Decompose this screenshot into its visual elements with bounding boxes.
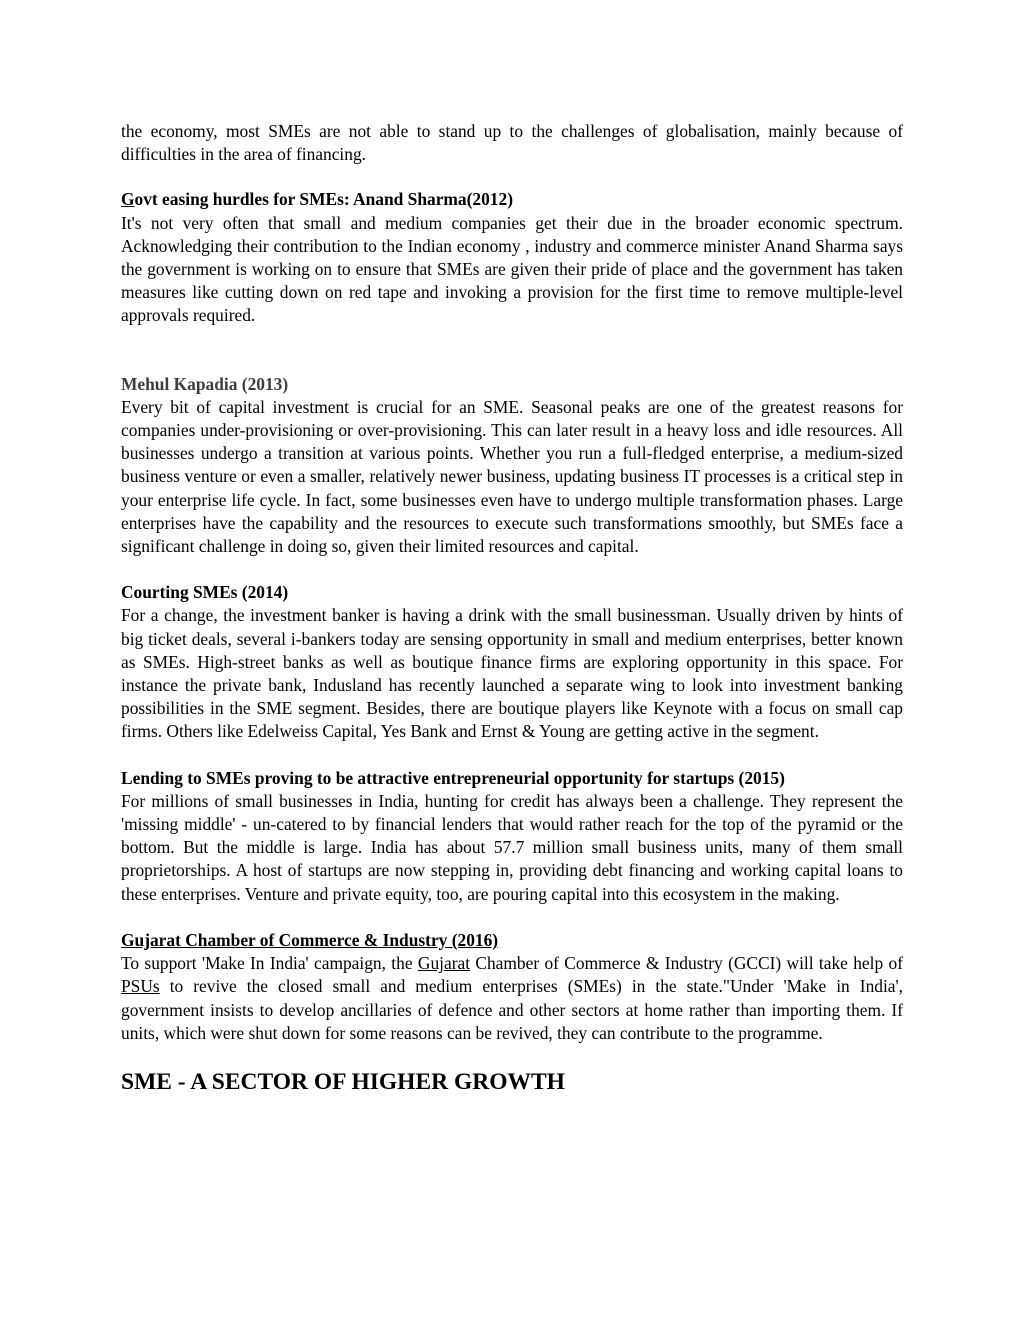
section-lending	[121, 767, 903, 906]
heading-initial: G	[121, 189, 135, 210]
section-heading: Mehul Kapadia (2013)	[121, 373, 289, 394]
section-heading: Courting SMEs (2014)	[121, 582, 289, 603]
section-gcci	[121, 929, 903, 1045]
section-kapadia	[121, 373, 903, 559]
section-title: SME - A SECTOR OF HIGHER GROWTH	[121, 1068, 565, 1095]
section-body: For a change, the investment banker is having a drink with the small businessman. Usually driven by hints of big ticket deals, several i-bankers today are sensing opportunity in small and medium enterprises, better known as SMEs. High-street banks as well as boutique finance firms are exploring opportunity in this space. For instance the private bank, Indusland has recently launched a separate wing to look into investment banking possibilities in the SME segment. Besides, there are boutique players like Keynote with a focus on small cap firms. Others like Edelweiss Capital, Yes Bank and Ernst & Young are getting active in the segment.	[121, 605, 903, 742]
section-sharma	[121, 188, 903, 327]
document-page	[121, 120, 903, 1096]
body-text: to revive the closed small and medium enterprises (SMEs) in the state."Under 'Make in India', government insists to develop ancillaries of defence and other sectors at home rather than importing them. If units, which were shut down for some reasons can be revived, they can contribute to the programme.	[121, 976, 903, 1043]
section-heading: Gujarat Chamber of Commerce & Industry (2016)	[121, 929, 499, 950]
section-body: It's not very often that small and medium companies get their due in the broader economic spectrum. Acknowledging their contribution to the Indian economy , industry and commerce minister Anand Sharma says the government is working on to ensure that SMEs are given their pride of place and the government has taken measures like cutting down on red tape and invoking a provision for the first time to remove multiple-level approvals required.	[121, 212, 903, 326]
intro-paragraph: the economy, most SMEs are not able to stand up to the challenges of globalisation, mainly because of difficulties in the area of financing.	[121, 121, 903, 165]
psus-link[interactable]: PSUs	[121, 976, 160, 997]
body-text: To support 'Make In India' campaign, the	[121, 953, 418, 974]
section-heading	[121, 188, 903, 211]
section-body: For millions of small businesses in India, hunting for credit has always been a challenge. They represent the 'missing middle' - un-catered to by financial lenders that would rather reach for the top of the pyramid or the bottom. But the middle is large. India has about 57.7 million small business units, many of them small proprietorships. A host of startups are now stepping in, providing debt financing and working capital loans to these enterprises. Venture and private equity, too, are pouring capital into this ecosystem in the making.	[121, 790, 903, 904]
section-courting	[121, 581, 903, 743]
section-heading: Lending to SMEs proving to be attractive entrepreneurial opportunity for startups (2015)	[121, 767, 785, 788]
section-body: Every bit of capital investment is crucial for an SME. Seasonal peaks are one of the greatest reasons for companies under-provisioning or over-provisioning. This can later result in a heavy loss and idle resources. All businesses undergo a transition at various points. Whether you run a full-fledged enterprise, a medium-sized business venture or even a smaller, relatively newer business, updating business IT processes is a critical step in your enterprise life cycle. In fact, some businesses even have to undergo multiple transformation phases. Large enterprises have the capability and the resources to execute such transformations smoothly, but SMEs face a significant challenge in doing so, given their limited resources and capital.	[121, 396, 903, 557]
section-body	[121, 952, 903, 1045]
body-text: Chamber of Commerce & Industry (GCCI) will take help of	[470, 953, 903, 974]
gujarat-link[interactable]: Gujarat	[417, 953, 471, 974]
heading-rest: ovt easing hurdles for SMEs: Anand Sharma(2012)	[134, 189, 513, 210]
